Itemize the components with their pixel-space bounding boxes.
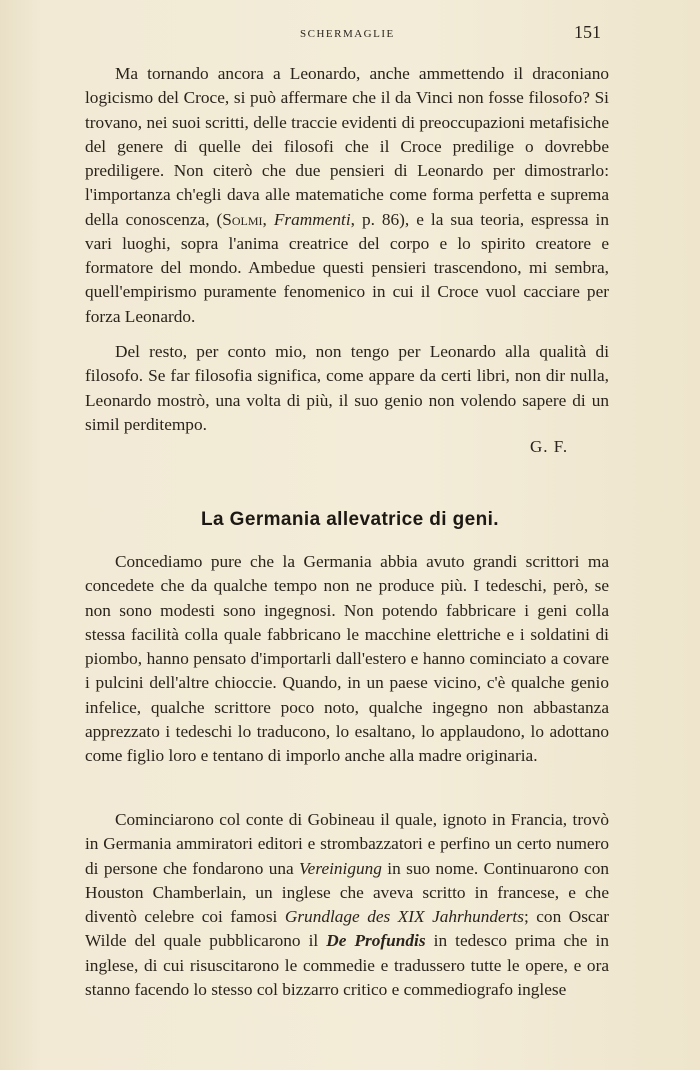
text-run: Cominciarono col conte di Gobineau il quale, ignoto in Francia, trovò in Germania ammiratori editori e strombazzatori e perfino un certo numero di persone che fondarono una — [85, 810, 609, 878]
text-run: in tedesco prima che in inglese, di cui risuscitarono le commedie e tradussero tutte le opere, e ora stanno facendo lo stesso col bizzarro critico e commediografo inglese — [85, 931, 609, 999]
paragraph-text: Del resto, per conto mio, non tengo per Leonardo alla qualità di filosofo. Se far filosofia significa, come appare da certi libri, non dir nulla, Leonardo mostrò, una volta di più, il suo genio non volendo sapere di un simil perditempo. — [85, 342, 609, 434]
article2-paragraph-1 — [85, 550, 609, 768]
signature: G. F. — [530, 437, 569, 456]
text-run: Ma tornando ancora a Leonardo, anche ammettendo il draconiano logicismo del Croce, si può affermare che il da Vinci non fosse filosofo? Si trovano, nei suoi scritti, delle traccie evidenti di preoccupazioni metafisiche del genere di quelle dei filosofi che il Croce predilige o dovrebbe prediligere. Non citerò che due pensieri di Leonardo per dimostrarlo: l'importanza ch'egli dava alle matematiche come forma perfetta e suprema della conoscenza, ( — [85, 64, 609, 229]
book-title-bold-italic: De Profundis — [326, 931, 426, 951]
article1-paragraph-1 — [85, 62, 609, 329]
running-title: SCHERMAGLIE — [300, 28, 395, 40]
page-number: 151 — [574, 22, 601, 42]
text-run: in suo nome. Continuarono con Houston Chamberlain, un inglese che aveva scritto in francese, e che diventò celebre coi famosi — [85, 858, 609, 926]
book-title-italic: Grundlage des XIX Jahrhunderts — [284, 907, 524, 926]
work-title-italic: Frammenti — [273, 209, 351, 229]
article2-paragraph-2 — [85, 808, 609, 1002]
paragraph-text: Concediamo pure che la Germania abbia avuto grandi scrittori ma concedete che da qualche tempo non ne produce più. I tedeschi, però, se non sono modesti sono ingegnosi. Non potendo fabbricare i geni colla stessa facilità colla quale fabbricano le macchine elettriche e i soldatini di piombo, hanno pensato d'importarli dall'estero e hanno cominciato a covare i pulcini dell'altre chioccie. Quando, in un paese vicino, c'è qualche genio infelice, qualche scrittore poco noto, qualche ingegno non abbastanza apprezzato i tedeschi lo traducono, lo esaltano, lo applaudono, lo adottano come figlio loro e tentano di imporlo anche alla madre originaria. — [85, 552, 609, 765]
text-run: ; con Oscar Wilde del quale pubblicarono il — [85, 907, 610, 951]
italic-term-vereinigung: Vereinigung — [299, 858, 382, 878]
text-run: , p. 86), e la sua teoria, espressa in vari luoghi, sopra l'anima creatrice del corpo e lo spirito creatore e formatore del mondo. Ambedue questi pensieri trascendono, mi sembra, quell'empirismo puramente fenomenico in cui il Croce vuol cacciare per forza Leonardo. — [85, 209, 610, 326]
section-title: La Germania allevatrice di geni. — [201, 509, 499, 530]
text-run: , — [262, 209, 274, 229]
running-head — [0, 22, 700, 46]
article1-paragraph-2 — [85, 340, 609, 437]
author-name-smallcaps: Solmi — [222, 209, 263, 229]
